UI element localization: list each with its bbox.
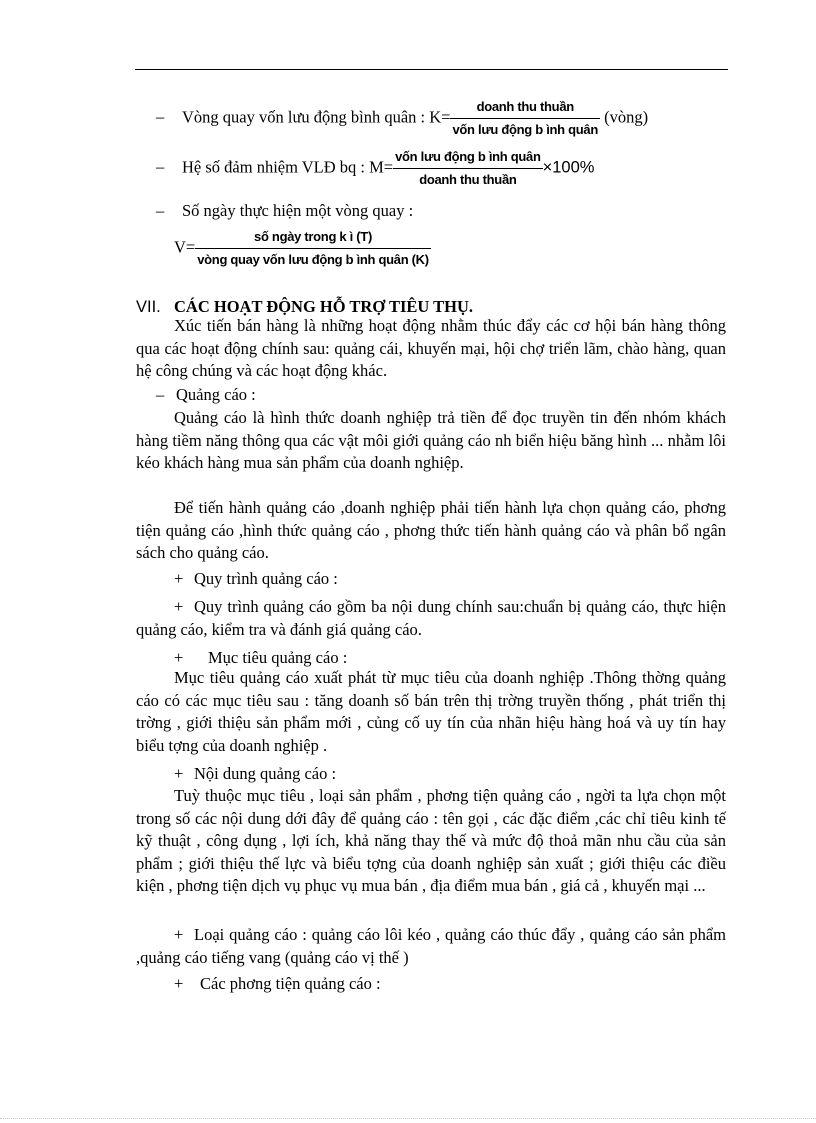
numerator: vốn lưu động b ình quân bbox=[393, 149, 543, 169]
section-heading bbox=[136, 297, 473, 317]
numerator: doanh thu thuần bbox=[450, 99, 600, 119]
paragraph-quy-trinh bbox=[136, 596, 726, 641]
paragraph-qc-definition: Quảng cáo là hình thức doanh nghiệp trả tiền để đọc truyền tin đến nhóm khách hàng tiềm năng thông qua các vật môi giới quảng cáo nh biển hiệu băng hình ... nhằm lôi kéo khách hàng mua sản phẩm của doanh nghiệp. bbox=[136, 408, 726, 473]
fraction bbox=[450, 99, 600, 138]
formula-turnover bbox=[156, 99, 648, 138]
paragraph-intro: Xúc tiến bán hàng là những hoạt động nhằm thúc đẩy các cơ hội bán hàng thông qua các hoạt động chính sau: quảng cái, khuyến mại, hội chợ triển lãm, chào hàng, quan hệ công chúng và các hoạt động khác. bbox=[136, 316, 726, 381]
formula-label: Hệ số đảm nhiệm VLĐ bq : M= bbox=[182, 157, 394, 177]
paragraph-text: Quy trình quảng cáo gồm ba nội dung chính sau:chuẩn bị quảng cáo, thực hiện quảng cáo, kiểm tra và đánh giá quảng cáo. bbox=[136, 597, 726, 639]
denominator: doanh thu thuần bbox=[419, 172, 517, 187]
formula-suffix: ×100% bbox=[542, 158, 595, 177]
list-item-muc-tieu bbox=[174, 647, 347, 669]
list-item-label: Quảng cáo : bbox=[176, 385, 256, 404]
list-item-label: Nội dung quảng cáo : bbox=[194, 764, 337, 783]
dash-bullet: – bbox=[156, 107, 165, 127]
denominator: vốn lưu động b ình quân bbox=[452, 122, 598, 137]
list-item-quy-trinh bbox=[174, 568, 338, 590]
fraction bbox=[393, 149, 543, 188]
plus-bullet: + bbox=[174, 569, 184, 588]
formula-days-label bbox=[156, 200, 413, 222]
plus-bullet: + bbox=[174, 597, 184, 616]
dash-bullet: – bbox=[156, 201, 165, 220]
list-item-label: Quy trình quảng cáo : bbox=[194, 569, 338, 588]
plus-bullet: + bbox=[174, 925, 184, 944]
paragraph-loai bbox=[136, 924, 726, 969]
paragraph-qc-process: Để tiến hành quảng cáo ,doanh nghiệp phải tiến hành lựa chọn quảng cáo, phơng tiện quảng cáo ,hình thức quảng cáo , phơng thức tiến hành quảng cáo và phân bổ ngân sách cho quảng cáo. bbox=[136, 498, 726, 563]
page-bottom-rule bbox=[0, 1118, 816, 1119]
paragraph-muc-tieu: Mục tiêu quảng cáo xuất phát từ mục tiêu của doanh nghiệp .Thông thờng quảng cáo có các mục tiêu sau : tăng doanh số bán trên thị trờng truyền thống , phát triển thị trờng , giới thiệu sản phẩm mới , củng cố uy tín của nhãn hiệu hàng hoá và uy tín hay biểu tợng của doanh nghiệp . bbox=[136, 668, 726, 755]
list-item-noi-dung bbox=[174, 763, 336, 785]
formula-days bbox=[174, 229, 431, 268]
section-title: CÁC HOẠT ĐỘNG HỖ TRỢ TIÊU THỤ. bbox=[174, 297, 474, 316]
dash-bullet: – bbox=[156, 385, 165, 404]
denominator: vòng quay vốn lưu động b ình quân (K) bbox=[197, 252, 429, 267]
numerator: số ngày trong k ì (T) bbox=[195, 229, 431, 249]
fraction bbox=[195, 229, 431, 268]
list-item-label: Các phơng tiện quảng cáo : bbox=[200, 974, 381, 993]
plus-bullet: + bbox=[174, 648, 184, 667]
list-item-phuong-tien bbox=[174, 973, 381, 995]
plus-bullet: + bbox=[174, 974, 184, 993]
formula-label: Số ngày thực hiện một vòng quay : bbox=[182, 201, 414, 220]
formula-ratio bbox=[156, 149, 594, 188]
formula-prefix: V= bbox=[174, 237, 196, 257]
list-item-quang-cao bbox=[156, 384, 256, 406]
section-number: VII. bbox=[136, 298, 161, 316]
paragraph-text: Loại quảng cáo : quảng cáo lôi kéo , quảng cáo thúc đẩy , quảng cáo sản phẩm ,quảng cáo tiếng vang (quảng cáo vị thế ) bbox=[136, 925, 726, 967]
dash-bullet: – bbox=[156, 157, 165, 177]
header-rule bbox=[135, 69, 728, 70]
list-item-label: Mục tiêu quảng cáo : bbox=[208, 648, 348, 667]
formula-suffix: (vòng) bbox=[604, 107, 649, 127]
formula-label: Vòng quay vốn lưu động bình quân : K= bbox=[182, 107, 451, 127]
paragraph-noi-dung: Tuỳ thuộc mục tiêu , loại sản phẩm , phơng tiện quảng cáo , ngời ta lựa chọn một trong số các nội dung dới đây để quảng cáo : tên gọi , các đặc điểm ,các chỉ tiêu kinh tế kỹ thuật , công dụng , lợi ích, khả năng thay thế và mức độ thoả mãn nhu cầu của sản phẩm ; giới thiệu thế lực và biểu tợng của doanh nghiệp sản xuất ; giới thiệu các điều kiện , phơng tiện dịch vụ phục vụ mua bán , địa điểm mua bán , giá cả , khuyến mại ... bbox=[136, 786, 726, 896]
plus-bullet: + bbox=[174, 764, 184, 783]
